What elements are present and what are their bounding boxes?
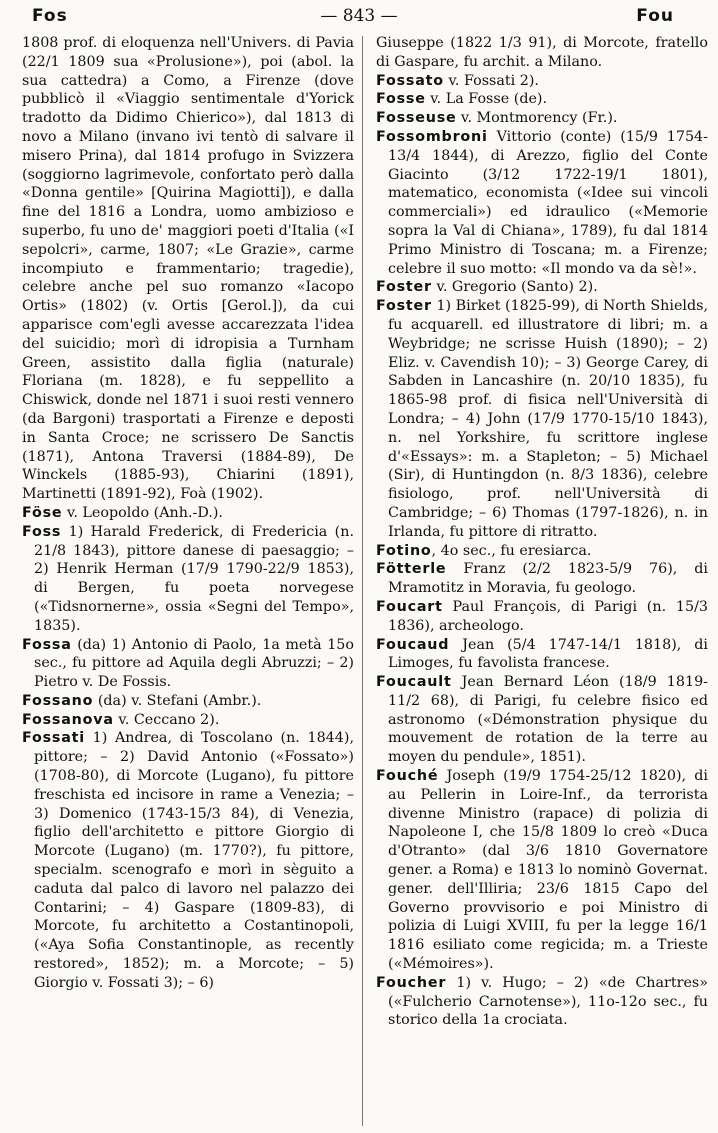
dictionary-entry <box>22 711 354 730</box>
entry-text: v. Leopoldo (Anh.-D.). <box>62 504 223 521</box>
entry-text: v. Gregorio (Santo) 2). <box>431 279 598 296</box>
entry-text: 1) v. Hugo; – 2) «de Chartres» («Fulcherio Carnotense»), 11o-12o sec., fu storico della 1a crociata. <box>388 974 708 1029</box>
dictionary-entry <box>376 767 708 974</box>
entry-headword: Fossati <box>22 730 86 747</box>
entry-headword: Foster <box>376 279 432 296</box>
entry-continuation <box>22 34 354 504</box>
dictionary-entry <box>376 72 708 91</box>
entry-text: (da) 1) Antonio di Paolo, 1a metà 15o sec., fu pittore ad Aquila degli Abruzzi; – 2) Pietro v. De Fossis. <box>34 636 354 691</box>
entry-headword: Fossato <box>376 72 444 89</box>
entry-headword: Foucaud <box>376 636 450 653</box>
dictionary-entry <box>376 90 708 109</box>
entry-headword: Fossanova <box>22 711 114 728</box>
page-header <box>0 2 718 32</box>
entry-headword: Föse <box>22 504 63 521</box>
entry-headword: Foucault <box>376 674 452 691</box>
dictionary-entry <box>22 523 354 636</box>
entry-headword: Fotino <box>376 542 432 559</box>
entry-headword: Fötterle <box>376 561 447 578</box>
entry-text: , 4o sec., fu eresiarca. <box>431 542 592 559</box>
header-left-guideword: Fos <box>32 6 68 26</box>
entry-text: Jean (5/4 1747-14/1 1818), di Limoges, fu favolista francese. <box>388 636 708 672</box>
entry-text: Giuseppe (1822 1/3 91), di Morcote, fratello di Gaspare, fu archit. a Milano. <box>376 35 708 70</box>
entry-headword: Foucart <box>376 598 443 615</box>
entry-headword: Fosseuse <box>376 110 457 127</box>
dictionary-entry <box>376 109 708 128</box>
entry-text: 1) Harald Frederick, di Fredericia (n. 21/8 1843), pittore danese di paesaggio; – 2) Henrik Herman (17/9 1790-22/9 1853), di Bergen, fu poeta norvegese («Tidsnornerne», ossia «Segni del Tempo», 1835). <box>34 523 354 634</box>
dictionary-entry <box>376 974 708 1030</box>
dictionary-entry <box>376 542 708 561</box>
left-column <box>22 34 354 993</box>
entry-text: 1) Andrea, di Toscolano (n. 1844), pittore; – 2) David Antonio («Fossato») (1708-80), di Morcote (Lugano), fu pittore freschista ed incisore in rame a Venezia; – 3) Domenico (1743-15/3 84), di Venezia, figlio dell'architetto e pittore Giorgio di Morcote (Lugano) (m. 1770?), fu pittore, specialm. scenografo e morì in sèguito a caduta dal palco di lavoro nel palazzo dei Contarini; – 4) Gaspare (1809-83), di Morcote, fu architetto a Costantinopoli, («Aya Sofia Constantinople, as recently restored», 1852); m. a Morcote; – 5) Giorgio v. Fossati 3); – 6) <box>34 730 354 991</box>
entry-text: Jean Bernard Léon (18/9 1819-11/2 68), di Parigi, fu celebre fisico ed astronomo («Démonstration physique du mouvement de rotation de la terre au moyen du pendule», 1851). <box>388 674 708 766</box>
dictionary-entry <box>22 692 354 711</box>
dictionary-entry <box>22 504 354 523</box>
dictionary-entry <box>376 297 708 541</box>
entry-text: Paul François, di Parigi (n. 15/3 1836), archeologo. <box>388 598 708 634</box>
entry-headword: Foss <box>22 523 62 540</box>
entry-headword: Fossombroni <box>376 128 488 145</box>
entry-text: Franz (2/2 1823-5/9 76), di Mramotitz in Moravia, fu geologo. <box>388 561 708 597</box>
entry-text: (da) v. Stefani (Ambr.). <box>93 692 262 709</box>
entry-text: Vittorio (conte) (15/9 1754-13/4 1844), di Arezzo, figlio del Conte Giacinto (3/12 1722-19/1 1801), matematico, economista («Idee sui vincoli commerciali») ed idraulico («Memorie sopra la Val di Chiana», 1789), fu dal 1814 Primo Ministro di Toscana; m. a Firenze; celebre il suo motto: «Il mondo va da sè!». <box>388 128 708 277</box>
column-divider <box>362 36 363 1126</box>
entry-headword: Fosse <box>376 91 426 108</box>
dictionary-entry <box>376 278 708 297</box>
page-number: — 843 — <box>320 6 398 26</box>
entry-text: Joseph (19/9 1754-25/12 1820), di au Pellerin in Loire-Inf., da terrorista divenne Ministro (rapace) di polizia di Napoleone I, che 15/8 1809 lo creò «Duca d'Otranto» (dal 3/6 1810 Governatore gener. a Roma) e 1813 lo nominò Governat. gener. dell'Illiria; 23/6 1815 Capo del Governo provvisorio e poi Ministro di polizia di Luigi XVIII, fu per la legge 16/1 1816 esiliato come regicida; m. a Trieste («Mémoires»). <box>388 768 708 973</box>
entry-headword: Fossano <box>22 692 94 709</box>
dictionary-entry <box>376 128 708 278</box>
entry-continuation <box>376 34 708 72</box>
dictionary-entry <box>22 729 354 992</box>
entry-text: 1) Birket (1825-99), di North Shields, fu acquarell. ed illustratore di libri; m. a Weybridge; ne scrisse Huish (1890); – 2) Eliz. v. Cavendish 10); – 3) George Carey, di Sabden in Lancashire (n. 20/10 1835), fu 1865-98 prof. di fisica nell'Università di Londra; – 4) John (17/9 1770-15/10 1843), n. nel Yorkshire, fu scrittore inglese d'«Essays»: m. a Stapleton; – 5) Michael (Sir), di Huntingdon (n. 8/3 1836), celebre fisiologo, prof. nell'Università di Cambridge; – 6) Thomas (1797-1826), n. in Irlanda, fu pittore di ritratto. <box>388 298 709 540</box>
entry-headword: Fouché <box>376 768 439 785</box>
dictionary-entry <box>376 673 708 767</box>
entry-text: v. La Fosse (de). <box>425 91 548 108</box>
dictionary-entry <box>376 598 708 636</box>
dictionary-entry <box>376 636 708 674</box>
dictionary-entry <box>376 560 708 598</box>
right-column <box>376 34 708 1030</box>
entry-text: v. Montmorency (Fr.). <box>456 110 618 127</box>
entry-text: v. Fossati 2). <box>443 72 539 89</box>
dictionary-entry <box>22 636 354 692</box>
entry-headword: Fossa <box>22 636 72 653</box>
entry-headword: Foucher <box>376 974 447 991</box>
entry-text: v. Ceccano 2). <box>113 711 220 728</box>
entry-text: 1808 prof. di eloquenza nell'Univers. di Pavia (22/1 1809 sua «Prolusione»), poi (abol. la sua cattedra) a Como, a Firenze (dove pubblicò il «Viaggio sentimentale d'Yorick tradotto da Didimo Chierico»), dal 1813 di novo a Milano (invano ivi tentò di salvare il misero Prina), dal 1814 profugo in Svizzera (soggiorno lagrimevole, confortato però dalla «Donna gentile» [Quirina Magiotti]), e dalla fine del 1816 a Londra, uomo ambizioso e superbo, fu uno de' maggiori poeti d'Italia («I sepolcri», carme, 1807; «Le Grazie», carme incompiuto e frammentario; tragedie), celebre anche pel suo romanzo «Iacopo Ortis» (1802) (v. Ortis [Gerol.]), da cui apparisce com'egli avesse accarezzata l'idea del suicidio; morì di idropisia a Turnham Green, assistito dalla figlia (naturale) Floriana (m. 1828), e fu seppellito a Chiswick, donde nel 1871 i suoi resti vennero (da Bargoni) trasportati a Firenze e deposti in Santa Croce; ne scrissero De Sanctis (1871), Antona Traversi (1884-89), De Winckels (1885-93), Chiarini (1891), Martinetti (1891-92), Foà (1902). <box>22 35 354 503</box>
header-right-guideword: Fou <box>636 6 674 26</box>
entry-headword: Foster <box>376 298 432 315</box>
